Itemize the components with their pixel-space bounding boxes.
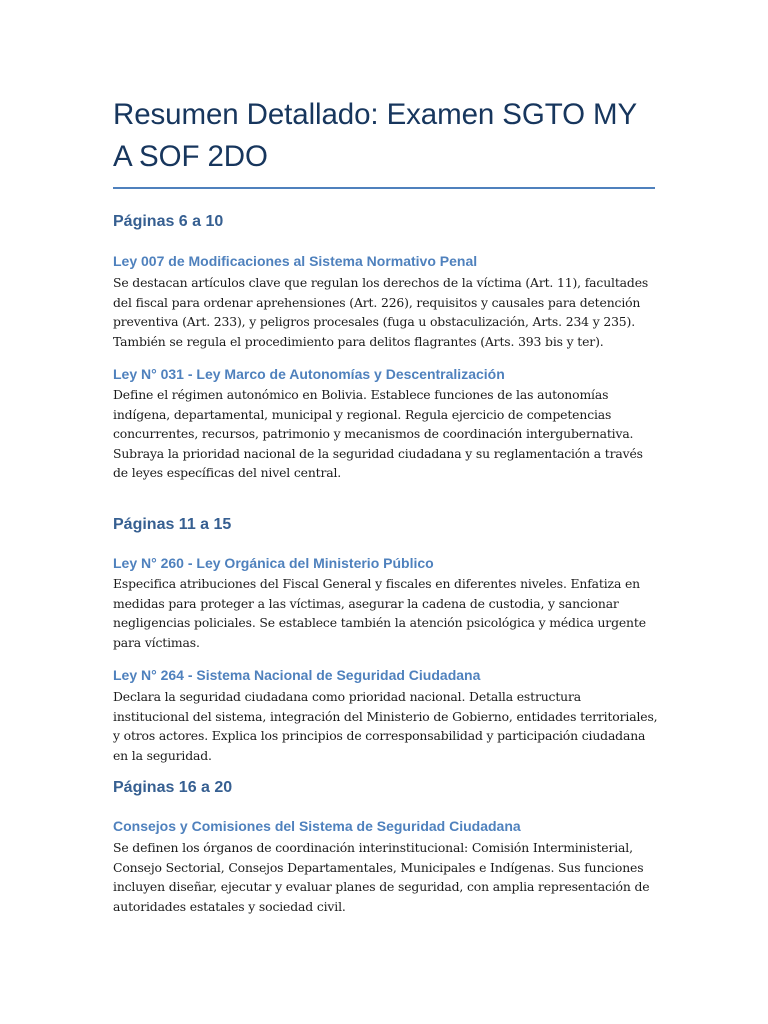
law-heading: Ley N° 031 - Ley Marco de Autonomías y Descentralización	[113, 366, 505, 382]
law-summary: Declara la seguridad ciudadana como prioridad nacional. Detalla estructura institucional del sistema, integración del Ministerio de Gobierno, entidades territoriales, y otros actores. Explica los principios de corresponsabilidad y participación ciudadana en la seguridad.	[113, 689, 658, 763]
title-divider	[113, 187, 655, 189]
document-page	[113, 0, 658, 914]
law-heading: Ley N° 260 - Ley Orgánica del Ministerio Público	[113, 555, 434, 571]
section-heading: Páginas 11 a 15	[113, 516, 232, 533]
law-summary: Se definen los órganos de coordinación interinstitucional: Comisión Interministerial, Consejo Sectorial, Consejos Departamentales, Municipales e Indígenas. Sus funciones incluyen diseñar, ejecutar y evaluar planes de seguridad, con amplia representación de autoridades estatales y sociedad civil.	[113, 840, 650, 914]
law-heading: Ley 007 de Modificaciones al Sistema Normativo Penal	[113, 253, 478, 269]
document-title: Resumen Detallado: Examen SGTO MY A SOF 2DO	[113, 98, 637, 173]
law-summary: Se destacan artículos clave que regulan los derechos de la víctima (Art. 11), facultades del fiscal para ordenar aprehensiones (Art. 226), requisitos y causales para detención preventiva (Art. 233), y peligros procesales (fuga u obstaculización, Arts. 234 y 235). También se regula el procedimiento para delitos flagrantes (Arts. 393 bis y ter).	[113, 275, 649, 349]
section-heading: Páginas 6 a 10	[113, 213, 224, 230]
section-heading: Páginas 16 a 20	[113, 779, 233, 796]
law-heading: Ley N° 264 - Sistema Nacional de Seguridad Ciudadana	[113, 667, 481, 683]
law-heading: Consejos y Comisiones del Sistema de Seguridad Ciudadana	[113, 818, 521, 834]
law-summary: Define el régimen autonómico en Bolivia. Establece funciones de las autonomías indígena, departamental, municipal y regional. Regula ejercicio de competencias concurrentes, recursos, patrimonio y mecanismos de coordinación intergubernativa. Subraya la prioridad nacional de la seguridad ciudadana y su reglamentación a través de leyes específicas del nivel central.	[113, 387, 643, 481]
law-summary: Especifica atribuciones del Fiscal General y fiscales en diferentes niveles. Enfatiza en medidas para proteger a las víctimas, asegurar la cadena de custodia, y sancionar negligencias policiales. Se establece también la atención psicológica y médica urgente para víctimas.	[113, 576, 646, 650]
